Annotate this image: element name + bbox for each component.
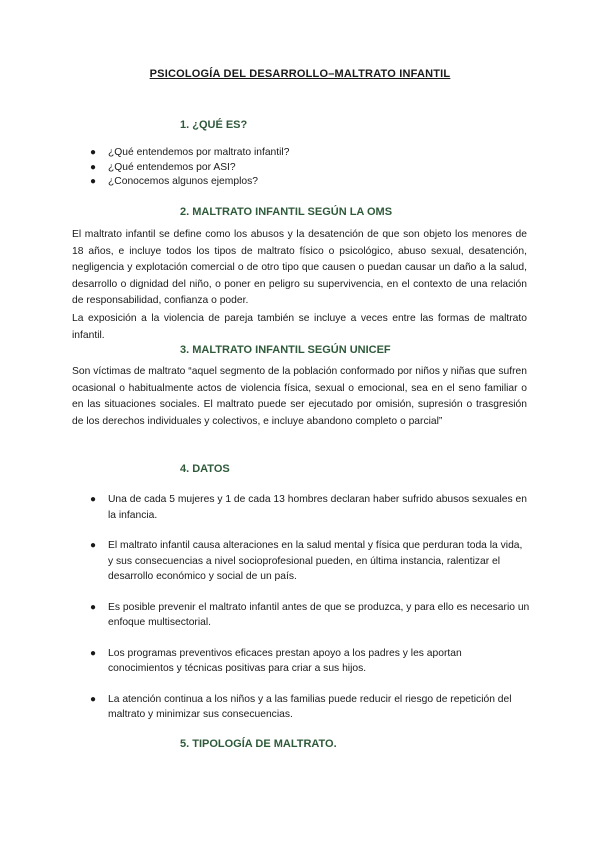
section-1-bullet-list [90, 146, 289, 190]
list-item: ● La atención continua a los niños y a las familias puede reducir el riesgo de repetición del maltrato y minimizar sus consecuencias. [90, 693, 512, 720]
list-item: ● ¿Conocemos algunos ejemplos? [90, 175, 289, 190]
section-4-heading: 4. DATOS [180, 463, 230, 475]
bullet-icon: ● [90, 693, 97, 705]
bullet-icon: ● [90, 494, 97, 505]
list-item: ● Es posible prevenir el maltrato infantil antes de que se produzca, y para ello es necesario un enfoque multisectorial. [90, 601, 530, 628]
section-1-heading: 1. ¿QUÉ ES? [180, 119, 248, 131]
bullet-icon: ● [90, 647, 97, 659]
bullet-icon: ● [90, 601, 97, 613]
list-item: ● Una de cada 5 mujeres y 1 de cada 13 hombres declaran haber sufrido abusos sexuales en la infancia. [90, 494, 527, 521]
section-2-paragraph-2: La exposición a la violencia de pareja también se incluye a veces entre las formas de maltrato infantil. [72, 313, 527, 341]
bullet-icon: ● [90, 161, 97, 173]
section-5-heading: 5. TIPOLOGÍA DE MALTRATO. [180, 738, 337, 750]
section-4-bullet-list [90, 492, 530, 723]
section-2-heading: 2. MALTRATO INFANTIL SEGÚN LA OMS [180, 206, 393, 218]
section-3-paragraph: Son víctimas de maltrato “aquel segmento de la población conformado por niños y niñas que sufren ocasional o habitualmente actos de violencia física, sexual o emocional, sea en el seno familiar o en las situaciones sociales. El maltrato puede ser ejecutado por omisión, supresión o trasgresión de los derechos individuales y colectivos, e incluye abandono completo o parcial” [72, 366, 527, 427]
bullet-icon: ● [90, 540, 97, 551]
list-item: ● Los programas preventivos eficaces prestan apoyo a los padres y les aportan conocimientos y técnicas positivas para criar a sus hijos. [90, 647, 462, 674]
bullet-icon: ● [90, 176, 97, 187]
section-2-paragraph-1: El maltrato infantil se define como los abusos y la desatención de que son objeto los menores de 18 años, e incluye todos los tipos de maltrato físico o psicológico, abuso sexual, desatención, negligencia y explotación comercial o de otro tipo que causen o puedan causar un daño a la salud, desarrollo o dignidad del niño, o poner en peligro su supervivencia, en el contexto de una relación de responsabilidad, confianza o poder. [72, 229, 527, 306]
bullet-icon: ● [90, 147, 97, 158]
list-item: ● El maltrato infantil causa alteraciones en la salud mental y física que perduran toda la vida, y sus consecuencias a nivel socioprofesional pueden, en última instancia, ralentizar el desarrollo económico y social de un país. [90, 540, 523, 582]
list-item: ● ¿Qué entendemos por ASI? [90, 161, 289, 176]
section-3-heading: 3. MALTRATO INFANTIL SEGÚN UNICEF [180, 344, 391, 356]
document-title: PSICOLOGÍA DEL DESARROLLO–MALTRATO INFANTIL [149, 68, 451, 80]
list-item: ● ¿Qué entendemos por maltrato infantil? [90, 146, 289, 161]
